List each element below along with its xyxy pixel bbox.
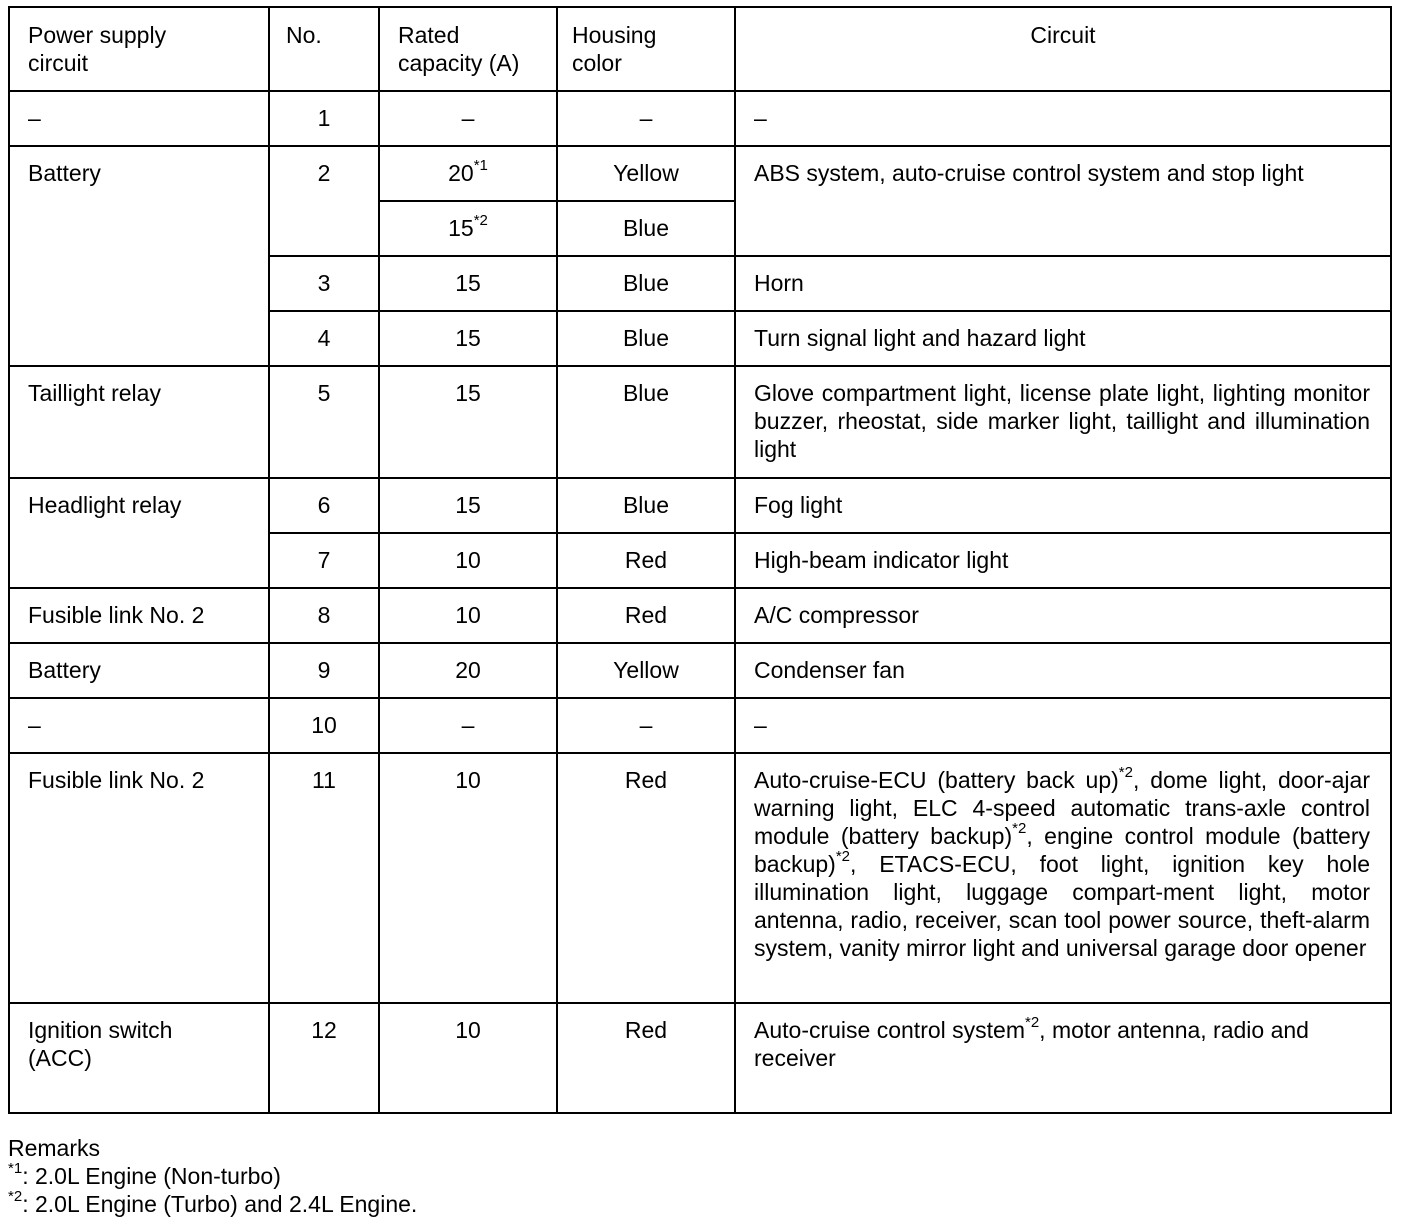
header-housing-color: Housing color bbox=[557, 7, 735, 91]
housing-color-cell: Blue bbox=[557, 311, 735, 366]
fuse-number-cell: 9 bbox=[269, 643, 379, 698]
header-row bbox=[9, 7, 1391, 91]
circuit-cell: Fog light bbox=[735, 478, 1391, 533]
circuit-cell bbox=[735, 1003, 1391, 1113]
rated-capacity-cell: – bbox=[379, 91, 557, 146]
housing-color-cell: – bbox=[557, 698, 735, 753]
circuit-cell: – bbox=[735, 91, 1391, 146]
remarks-title: Remarks bbox=[8, 1135, 101, 1161]
circuit-cell bbox=[735, 753, 1391, 1003]
housing-color-cell: Red bbox=[557, 1003, 735, 1113]
table-row bbox=[9, 366, 1391, 478]
circuit-cell: Horn bbox=[735, 256, 1391, 311]
housing-color-cell: Yellow bbox=[557, 643, 735, 698]
circuit-text: , engine control module (battery backup) bbox=[754, 823, 1370, 877]
housing-color-cell: Red bbox=[557, 753, 735, 1003]
rated-capacity-cell: 15 bbox=[379, 366, 557, 478]
footnote-mark: *2 bbox=[1024, 1014, 1040, 1032]
housing-color-cell: Blue bbox=[557, 366, 735, 478]
circuit-cell: A/C compressor bbox=[735, 588, 1391, 643]
power-supply-cell: Battery bbox=[9, 146, 269, 366]
fuse-number-cell: 1 bbox=[269, 91, 379, 146]
rated-value: 20 bbox=[448, 160, 474, 186]
circuit-cell: Turn signal light and hazard light bbox=[735, 311, 1391, 366]
fuse-number-cell: 2 bbox=[269, 146, 379, 256]
power-supply-cell: Ignition switch (ACC) bbox=[9, 1003, 269, 1113]
circuit-cell: Condenser fan bbox=[735, 643, 1391, 698]
footnote-mark: *2 bbox=[1012, 820, 1027, 838]
fuse-table bbox=[8, 6, 1392, 1114]
fuse-number-cell: 5 bbox=[269, 366, 379, 478]
header-power-supply: Power supply circuit bbox=[9, 7, 269, 91]
circuit-cell: – bbox=[735, 698, 1391, 753]
circuit-cell: High-beam indicator light bbox=[735, 533, 1391, 588]
footnote-mark: *1 bbox=[473, 157, 488, 175]
rated-capacity-cell: 10 bbox=[379, 753, 557, 1003]
circuit-text: , ETACS-ECU, foot light, ignition key hole illumination light, luggage compart-ment light, motor antenna, radio, receiver, scan tool power source, theft-alarm system, vanity mirror light and universal garage door opener bbox=[754, 851, 1370, 961]
table-row bbox=[9, 478, 1391, 533]
remark-text: : 2.0L Engine (Turbo) and 2.4L Engine. bbox=[22, 1191, 418, 1217]
footnote-mark: *1 bbox=[8, 1160, 23, 1178]
table-row bbox=[9, 643, 1391, 698]
footnote-mark: *2 bbox=[8, 1188, 23, 1206]
rated-capacity-cell: 10 bbox=[379, 588, 557, 643]
footnote-mark: *2 bbox=[835, 848, 851, 866]
rated-capacity-cell: – bbox=[379, 698, 557, 753]
fuse-number-cell: 11 bbox=[269, 753, 379, 1003]
circuit-cell: Glove compartment light, license plate light, lighting monitor buzzer, rheostat, side marker light, taillight and illumination light bbox=[735, 366, 1391, 478]
table-row bbox=[9, 588, 1391, 643]
rated-capacity-cell: 10 bbox=[379, 1003, 557, 1113]
table-row bbox=[9, 146, 1391, 201]
rated-capacity-cell: 15 bbox=[379, 478, 557, 533]
remark-note-1 bbox=[8, 1162, 417, 1190]
table-row bbox=[9, 698, 1391, 753]
rated-capacity-cell bbox=[379, 146, 557, 201]
remark-note-2 bbox=[8, 1190, 417, 1218]
power-supply-cell: Fusible link No. 2 bbox=[9, 753, 269, 1003]
remarks bbox=[8, 1134, 417, 1218]
circuit-text: Auto-cruise control system bbox=[754, 1017, 1025, 1043]
header-circuit: Circuit bbox=[735, 7, 1391, 91]
housing-color-cell: Blue bbox=[557, 256, 735, 311]
power-supply-cell: Battery bbox=[9, 643, 269, 698]
table-row bbox=[9, 753, 1391, 1003]
footnote-mark: *2 bbox=[1118, 764, 1133, 782]
table-row bbox=[9, 1003, 1391, 1113]
housing-color-cell: Red bbox=[557, 588, 735, 643]
fuse-number-cell: 6 bbox=[269, 478, 379, 533]
remark-text: : 2.0L Engine (Non-turbo) bbox=[22, 1163, 281, 1189]
rated-value: 15 bbox=[448, 215, 474, 241]
rated-capacity-cell bbox=[379, 201, 557, 256]
header-no: No. bbox=[269, 7, 379, 91]
rated-capacity-cell: 15 bbox=[379, 311, 557, 366]
power-supply-cell: – bbox=[9, 698, 269, 753]
fuse-number-cell: 3 bbox=[269, 256, 379, 311]
fuse-number-cell: 8 bbox=[269, 588, 379, 643]
rated-capacity-cell: 20 bbox=[379, 643, 557, 698]
fuse-number-cell: 12 bbox=[269, 1003, 379, 1113]
header-rated-capacity: Rated capacity (A) bbox=[379, 7, 557, 91]
fuse-number-cell: 10 bbox=[269, 698, 379, 753]
fuse-number-cell: 7 bbox=[269, 533, 379, 588]
power-supply-cell: – bbox=[9, 91, 269, 146]
circuit-text: receiver bbox=[754, 1045, 836, 1071]
circuit-cell: ABS system, auto-cruise control system and stop light bbox=[735, 146, 1391, 256]
housing-color-cell: Yellow bbox=[557, 146, 735, 201]
circuit-text: , dome light, door-ajar warning light, ELC 4-speed automatic trans-axle control module (battery backup) bbox=[754, 767, 1370, 849]
circuit-text: Auto-cruise-ECU (battery back up) bbox=[754, 767, 1119, 793]
fuse-number-cell: 4 bbox=[269, 311, 379, 366]
rated-capacity-cell: 15 bbox=[379, 256, 557, 311]
power-supply-cell: Taillight relay bbox=[9, 366, 269, 478]
rated-capacity-cell: 10 bbox=[379, 533, 557, 588]
table-row bbox=[9, 91, 1391, 146]
power-supply-cell: Headlight relay bbox=[9, 478, 269, 588]
housing-color-cell: Blue bbox=[557, 201, 735, 256]
footnote-mark: *2 bbox=[473, 212, 488, 230]
housing-color-cell: Blue bbox=[557, 478, 735, 533]
circuit-text: , motor antenna, radio and bbox=[1039, 1017, 1309, 1043]
power-supply-cell: Fusible link No. 2 bbox=[9, 588, 269, 643]
housing-color-cell: Red bbox=[557, 533, 735, 588]
housing-color-cell: – bbox=[557, 91, 735, 146]
